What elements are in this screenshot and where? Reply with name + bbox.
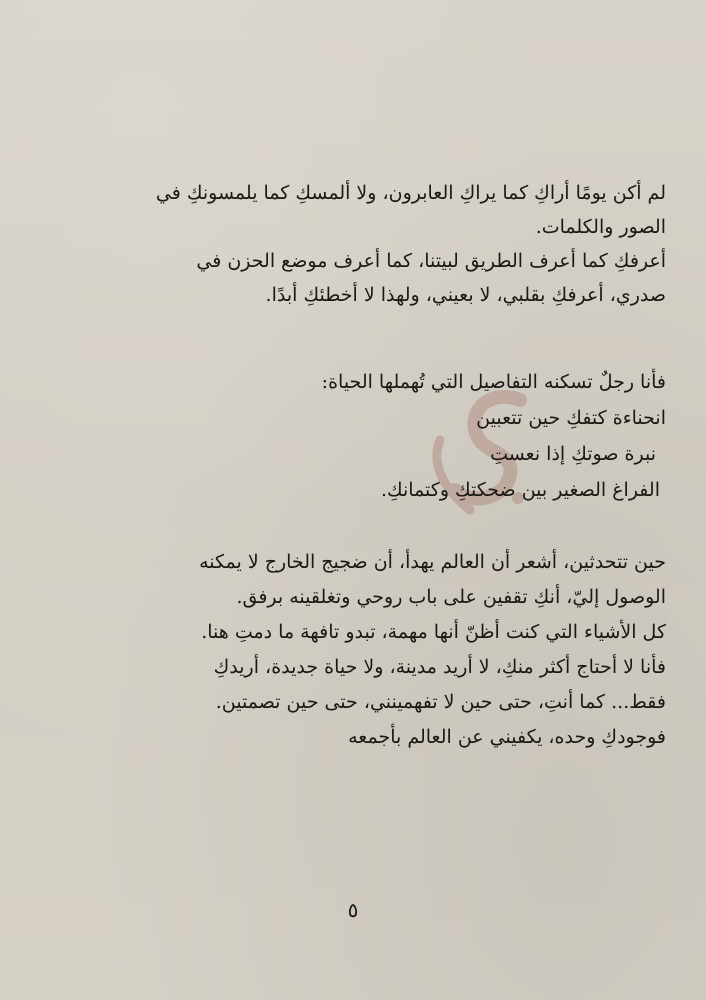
paragraph-2 — [36, 364, 666, 508]
text-line: لم أكن يومًا أراكِ كما يراكِ العابرون، ولا ألمسكِ كما يلمسونكِ في — [155, 182, 666, 204]
page-number: ٥ — [347, 898, 359, 922]
text-line: صدري، أعرفكِ بقلبي، لا بعيني، ولهذا لا أخطئكِ أبدًا. — [265, 284, 666, 306]
paragraph-1 — [36, 176, 666, 312]
paragraph-3 — [36, 545, 666, 755]
text-line: فقط... كما أنتِ، حتى حين لا تفهمينني، حتى حين تصمتين. — [215, 691, 666, 713]
text-line: كل الأشياء التي كنت أظنّ أنها مهمة، تبدو تافهة ما دمتِ هنا. — [201, 621, 666, 643]
text-line: الفراغ الصغير بين ضحكتكِ وكتمانكِ. — [380, 479, 660, 501]
text-line: انحناءة كتفكِ حين تتعبين — [476, 407, 666, 429]
text-line: نبرة صوتكِ إذا نعستِ — [490, 443, 656, 465]
text-line: أعرفكِ كما أعرف الطريق لبيتنا، كما أعرف موضع الحزن في — [196, 250, 666, 272]
text-line: فأنا لا أحتاج أكثر منكِ، لا أريد مدينة، ولا حياة جديدة، أريدكِ — [213, 656, 666, 678]
text-line: فأنا رجلٌ تسكنه التفاصيل التي تُهملها الحياة: — [321, 371, 666, 393]
text-line: الوصول إليّ، أنكِ تقفين على باب روحي وتغلقينه برفق. — [236, 586, 666, 608]
text-line: الصور والكلمات. — [535, 216, 666, 238]
text-line: حين تتحدثين، أشعر أن العالم يهدأ، أن ضجيج الخارج لا يمكنه — [199, 551, 666, 573]
text-line: فوجودكِ وحده، يكفيني عن العالم بأجمعه — [348, 726, 666, 748]
